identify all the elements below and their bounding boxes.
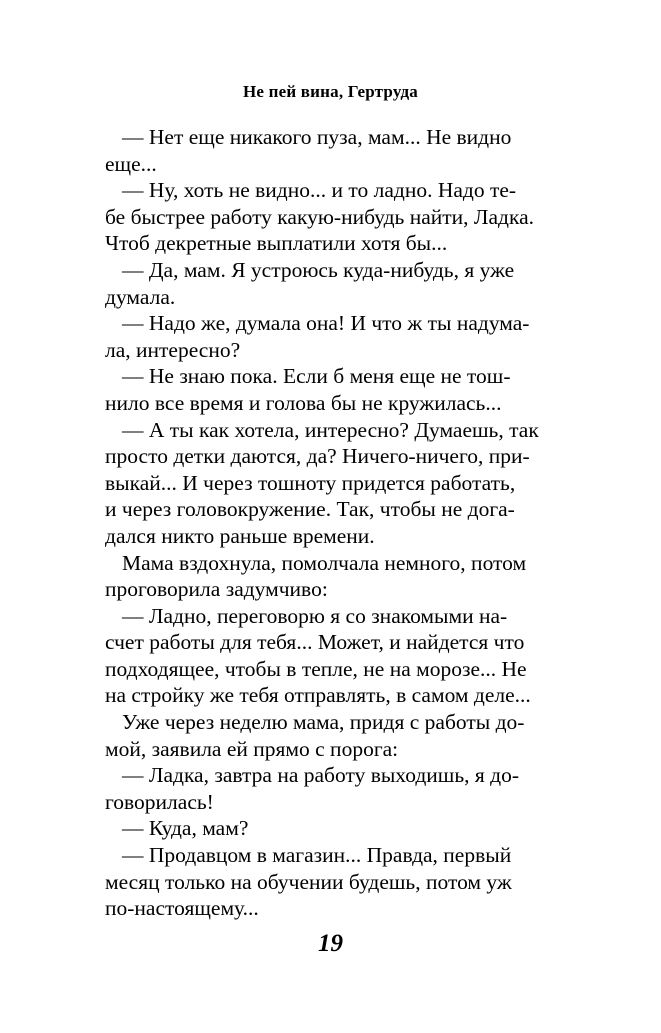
paragraph: — Ладно, переговорю я со знакомыми на- счет работы для тебя... Может, и найдется что подходящее, чтобы в тепле, не на морозе... Не на стройку же тебя отправлять, в самом деле... bbox=[105, 603, 531, 708]
paragraph: — Куда, мам? bbox=[122, 816, 249, 841]
paragraph: — Продавцом в магазин... Правда, первый месяц только на обучении будешь, потом уж по-настоящему... bbox=[105, 843, 512, 921]
paragraph: — Надо же, думала она! И что ж ты надума- ла, интересно? bbox=[105, 311, 530, 362]
paragraph: — Нет еще никакого пуза, мам... Не видно еще... bbox=[105, 125, 512, 176]
paragraph: — Да, мам. Я устроюсь куда-нибудь, я уже думала. bbox=[105, 257, 515, 309]
running-header: Не пей вина, Гертруда bbox=[243, 82, 418, 101]
paragraph: — Не знаю пока. Если б меня еще не тош- нило все время и голова бы не кружилась... bbox=[105, 364, 511, 415]
paragraph: — Ну, хоть не видно... и то ладно. Надо те- бе быстрее работу какую-нибудь найти, Ладка. Чтоб декретные выплатили хотя бы... bbox=[105, 178, 535, 256]
page-number: 19 bbox=[318, 930, 343, 957]
body-text bbox=[105, 124, 548, 922]
paragraph: Уже через неделю мама, придя с работы до- мой, заявила ей прямо с порога: bbox=[105, 710, 525, 761]
paragraph: — Ладка, завтра на работу выходишь, я до- говорилась! bbox=[105, 763, 520, 814]
paragraph: — А ты как хотела, интересно? Думаешь, так просто детки даются, да? Ничего-ничего, при- выкай... И через тошноту придется работать, и через головокружение. Так, чтобы не дога- дался никто раньше времени. bbox=[105, 417, 539, 548]
paragraph: Мама вздохнула, помолчала немного, потом проговорила задумчиво: bbox=[105, 550, 527, 602]
